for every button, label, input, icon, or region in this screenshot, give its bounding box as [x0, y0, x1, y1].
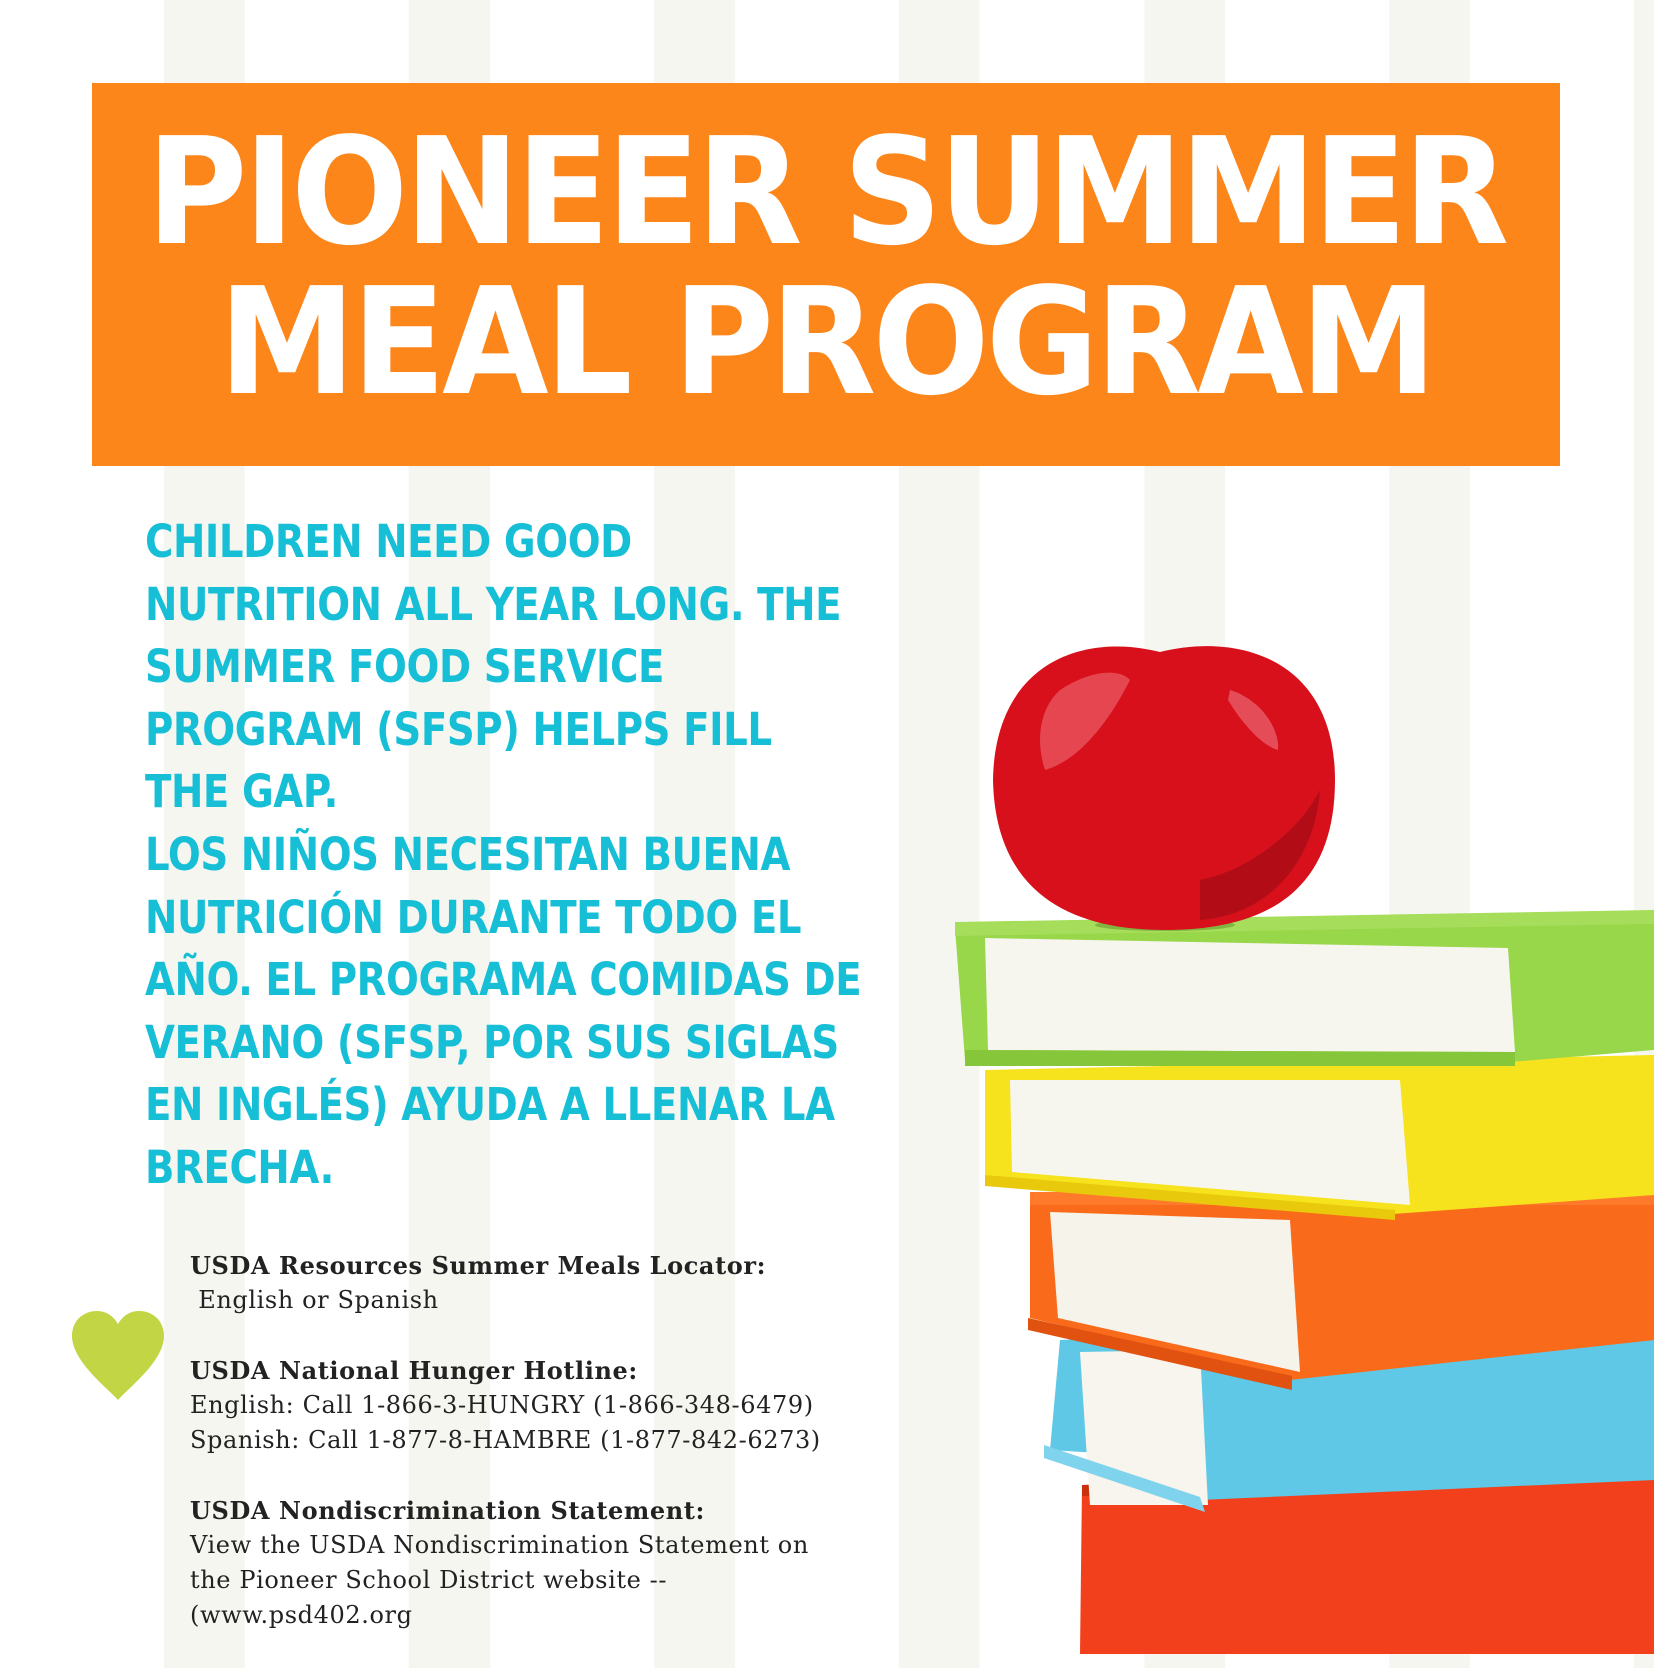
website-link[interactable]: (www.psd402.org [190, 1601, 413, 1629]
apple [993, 646, 1335, 931]
title-banner [92, 83, 1560, 466]
nondiscrimination-line-1: View the USDA Nondiscrimination Statement on [190, 1531, 809, 1559]
hotline-english: English: Call 1-866-3-HUNGRY (1-866-348-6479) [190, 1391, 814, 1419]
english-message: CHILDREN NEED GOOD NUTRITION ALL YEAR LONG. THE SUMMER FOOD SERVICE PROGRAM (SFSP) HELPS FILL THE GAP. [145, 515, 842, 818]
locator-heading: USDA Resources Summer Meals Locator: [190, 1251, 767, 1280]
hotline-block [190, 1353, 950, 1458]
nondiscrimination-heading: USDA Nondiscrimination Statement: [190, 1496, 705, 1525]
apple-on-books-image [940, 620, 1654, 1654]
heart-icon [70, 1310, 166, 1402]
title-line-2: MEAL PROGRAM [218, 256, 1434, 428]
hotline-heading: USDA National Hunger Hotline: [190, 1356, 638, 1385]
nondiscrimination-line-2: the Pioneer School District website -- [190, 1566, 668, 1594]
spanish-message: LOS NIÑOS NECESITAN BUENA NUTRICIÓN DURANTE TODO EL AÑO. EL PROGRAMA COMIDAS DE VERANO (SFSP, POR SUS SIGLAS EN INGLÉS) AYUDA A LLENAR LA BRECHA. [145, 828, 862, 1194]
locator-text[interactable]: English or Spanish [190, 1286, 439, 1314]
resources-section [190, 1248, 950, 1668]
nondiscrimination-block [190, 1493, 950, 1633]
book-stack [955, 910, 1654, 1654]
locator-block [190, 1248, 950, 1318]
hotline-spanish: Spanish: Call 1-877-8-HAMBRE (1-877-842-6273) [190, 1426, 821, 1454]
page-title [143, 106, 1508, 428]
title-line-1: PIONEER SUMMER [146, 106, 1506, 278]
